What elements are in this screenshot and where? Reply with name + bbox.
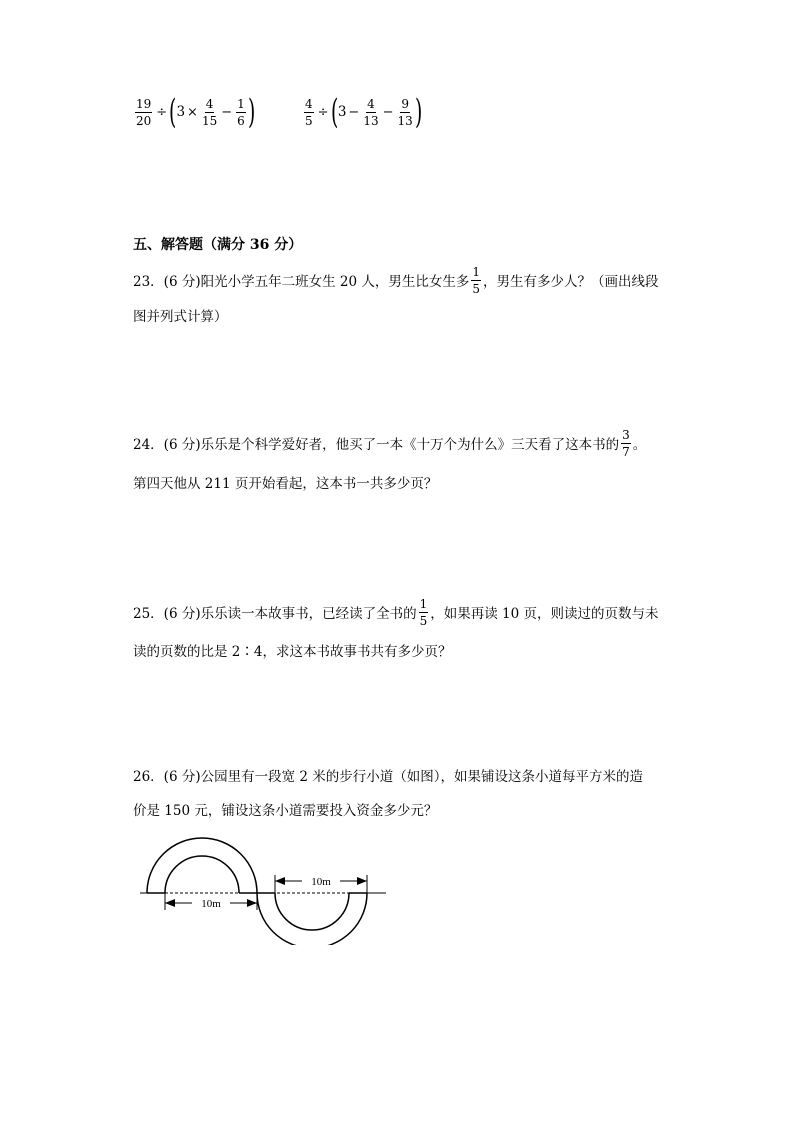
lower-arc-inner xyxy=(275,893,349,930)
question-25-line-2: 读的页数的比是 2∶4，求这本书故事书共有多少页？ xyxy=(133,644,452,660)
question-26-line-2: 价是 150 元，铺设这条小道需要投入资金多少元？ xyxy=(133,803,438,819)
question-23-line-1: 23．(6 分)阳光小学五年二班女生 20 人，男生比女生多 $\frac{1}{5}$ ，男生有多少人？（画出线段 xyxy=(133,264,659,296)
fraction: $\frac{1}{5}$ xyxy=(472,264,480,296)
right-dimension-arrow-left xyxy=(275,877,285,885)
fraction: $\frac{1}{6}$ xyxy=(237,96,245,128)
upper-arc-outer xyxy=(147,838,257,893)
left-dimension-arrow-left xyxy=(165,899,175,907)
right-dimension-arrow-right xyxy=(357,877,367,885)
upper-arc-inner xyxy=(165,856,239,893)
question-24-line-1: 24．(6 分)乐乐是个科学爱好者，他买了一本《十万个为什么》三天看了这本书的 $\frac{3}{7}$ 。 xyxy=(133,427,647,459)
question-23-line-2: 图并列式计算） xyxy=(133,309,228,325)
right-dimension-label: 10m xyxy=(311,876,331,888)
question-24-line-2: 第四天他从 211 页开始看起，这本书一共多少页？ xyxy=(133,476,438,492)
left-dimension-label: 10m xyxy=(201,898,221,910)
fraction: $\frac{19}{20}$ xyxy=(136,96,152,128)
section-heading: 五、解答题（满分 36 分） xyxy=(133,237,303,253)
question-26-line-1: 26．(6 分)公园里有一段宽 2 米的步行小道（如图），如果铺设这条小道每平方米的造 xyxy=(133,769,644,785)
fraction: $\frac{4}{13}$ xyxy=(363,96,379,128)
expression-2: $\frac{4}{5}$ ÷ ( 3 − $\frac{4}{13}$ − $\frac{9}{13}$ ) xyxy=(305,92,423,132)
lower-arc-outer xyxy=(257,893,367,945)
fraction: $\frac{3}{7}$ xyxy=(622,427,630,459)
left-dimension-arrow-right xyxy=(247,899,257,907)
fraction: $\frac{9}{13}$ xyxy=(397,96,413,128)
question-25-line-1: 25．(6 分)乐乐读一本故事书，已经读了全书的 $\frac{1}{5}$ ，如果再读 10 页，则读过的页数与未 xyxy=(133,596,659,628)
fraction: $\frac{1}{5}$ xyxy=(419,596,428,628)
expression-1: $\frac{19}{20}$ ÷ ( 3 × $\frac{4}{15}$ − $\frac{1}{6}$ ) xyxy=(136,92,256,132)
path-diagram xyxy=(140,835,390,945)
fraction: $\frac{4}{5}$ xyxy=(305,96,313,128)
fraction: $\frac{4}{15}$ xyxy=(201,96,218,128)
